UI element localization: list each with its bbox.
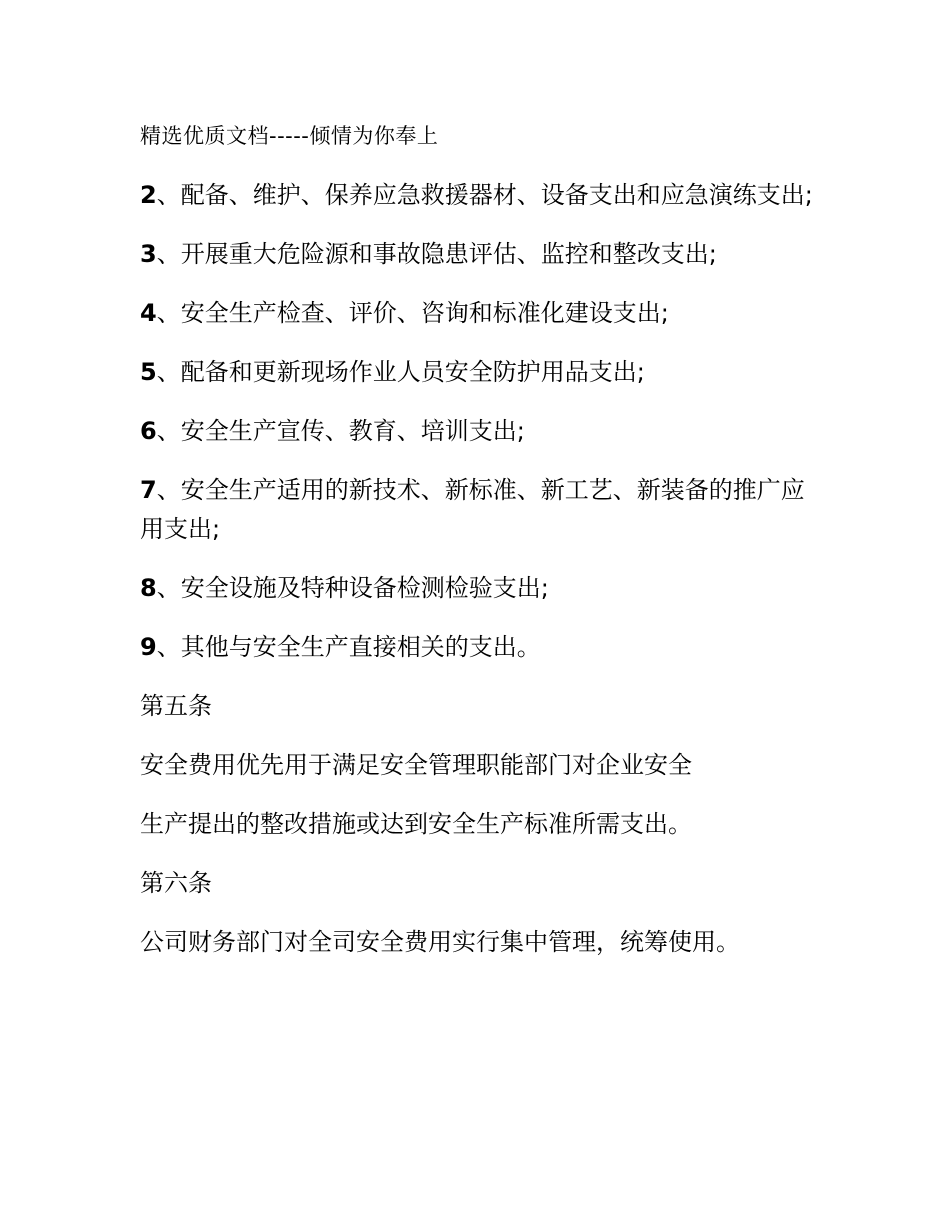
item-number: 8 xyxy=(140,574,157,602)
item-separator: 、 xyxy=(156,417,181,445)
item-text: 开展重大危险源和事故隐患评估、监控和整改支出; xyxy=(180,240,717,268)
item-text: 配备和更新现场作业人员安全防护用品支出; xyxy=(180,358,645,386)
item-separator: 、 xyxy=(156,476,181,504)
item-separator: 、 xyxy=(156,181,181,209)
item-number: 3 xyxy=(140,240,157,268)
item-text: 安全生产检查、评价、咨询和标准化建设支出; xyxy=(180,299,669,327)
list-item-2 xyxy=(140,176,820,215)
item-separator: 、 xyxy=(156,633,181,661)
item-number: 9 xyxy=(140,633,157,661)
item-number: 2 xyxy=(140,181,157,209)
item-separator: 、 xyxy=(156,574,181,602)
list-item-7 xyxy=(140,471,820,549)
item-separator: 、 xyxy=(156,240,181,268)
list-item-4 xyxy=(140,294,820,333)
item-number: 4 xyxy=(140,299,157,327)
item-text: 配备、维护、保养应急救援器材、设备支出和应急演练支出; xyxy=(180,181,813,209)
article-5-line-1: 安全费用优先用于满足安全管理职能部门对企业安全 xyxy=(140,751,692,779)
list-item-9 xyxy=(140,628,820,667)
list-item-5 xyxy=(140,353,820,392)
list-item-3 xyxy=(140,235,820,274)
document-body xyxy=(140,176,820,982)
page-header: 精选优质文档-----倾情为你奉上 xyxy=(140,124,439,148)
list-item-6 xyxy=(140,412,820,451)
item-text: 安全设施及特种设备检测检验支出; xyxy=(180,574,549,602)
item-text: 其他与安全生产直接相关的支出。 xyxy=(180,633,541,661)
item-number: 6 xyxy=(140,417,157,445)
item-number: 5 xyxy=(140,358,157,386)
article-6-title: 第六条 xyxy=(140,869,212,897)
item-separator: 、 xyxy=(156,358,181,386)
article-5-title: 第五条 xyxy=(140,692,212,720)
item-text: 安全生产宣传、教育、培训支出; xyxy=(180,417,525,445)
list-item-8 xyxy=(140,569,820,608)
item-text: 安全生产适用的新技术、新标准、新工艺、新装备的推广应用支出; xyxy=(140,476,805,543)
article-6-line-1: 公司财务部门对全司安全费用实行集中管理，统筹使用。 xyxy=(140,928,740,956)
item-separator: 、 xyxy=(156,299,181,327)
article-5-line-2: 生产提出的整改措施或达到安全生产标准所需支出。 xyxy=(140,810,692,838)
item-number: 7 xyxy=(140,476,157,504)
